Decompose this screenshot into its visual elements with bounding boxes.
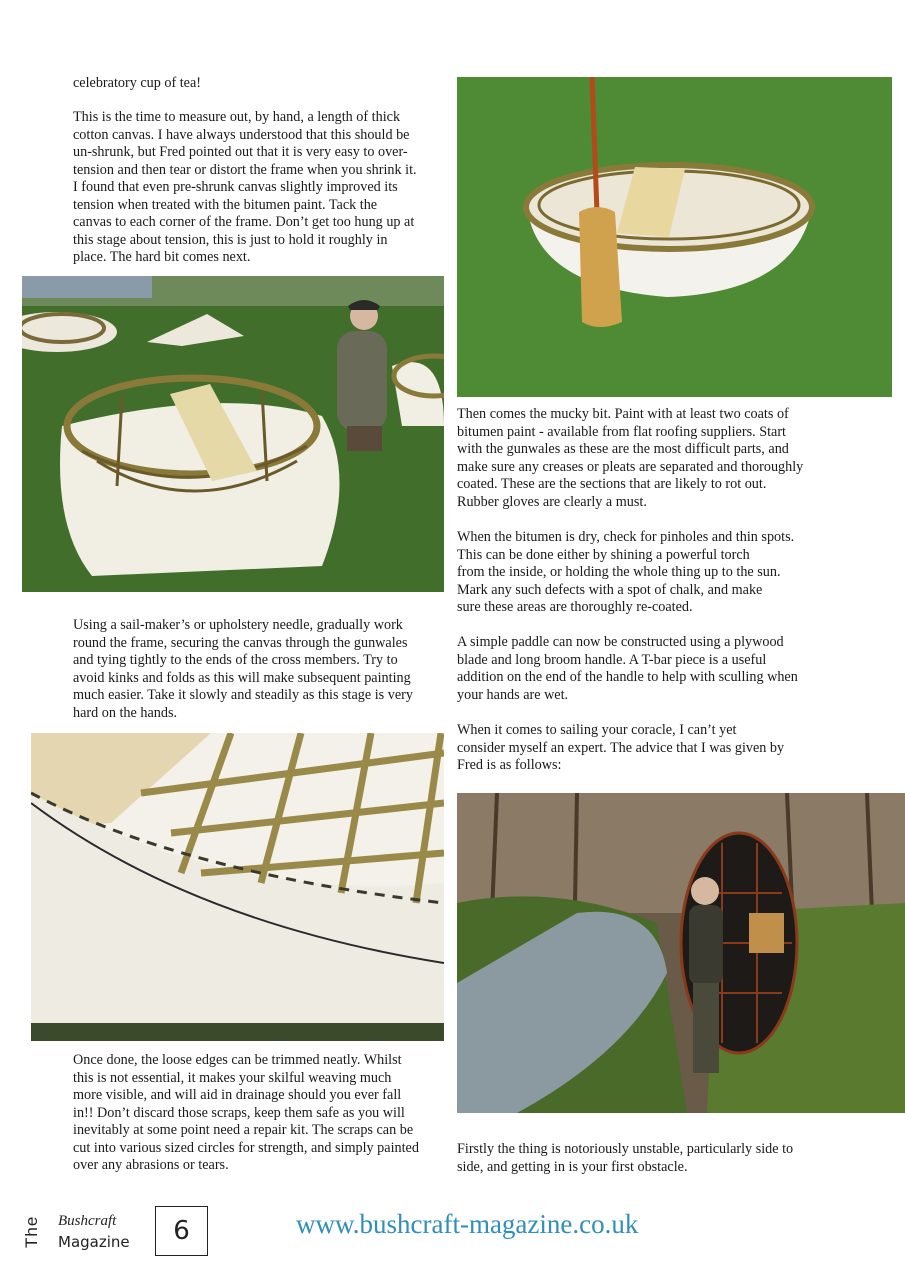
footer-brand-bushcraft: Bushcraft xyxy=(58,1213,117,1229)
footer-the-label: The xyxy=(22,1215,41,1248)
photo-carrying-coracle xyxy=(457,793,905,1113)
photo-finished-coracle xyxy=(457,77,892,397)
website-url[interactable]: www.bushcraft-magazine.co.uk xyxy=(296,1209,639,1239)
mucky-bit-paragraph: Then comes the mucky bit. Paint with at least two coats of bitumen paint - available from flat roofing suppliers. Start with the gunwales as these are the most difficult parts, and make sure any creases or pleats are separated and thoroughly coated. These are the sections that are likely to rot out. Rubber gloves are clearly a must. xyxy=(457,406,804,510)
photo-tacking-canvas xyxy=(22,276,444,592)
bitumen-dry-paragraph: When the bitumen is dry, check for pinholes and thin spots. This can be done either by shining a powerful torch from the inside, or holding the whole thing up to the sun. Mark any such defects with a spot of chalk, and make sure these areas are thoroughly re-coated. xyxy=(457,529,795,615)
page-number: 6 xyxy=(155,1206,208,1256)
sailing-paragraph: When it comes to sailing your coracle, I can’t yet consider myself an expert. The advice that I was given by Fred is as follows: xyxy=(457,722,785,773)
photo-stitching-closeup xyxy=(31,733,444,1041)
trim-edges-paragraph: Once done, the loose edges can be trimmed neatly. Whilst this is not essential, it makes your skilful weaving much more visible, and will aid in drainage should you ever fall in!! Don’t discard those scraps, keep them safe as you will inevitably at some point need a repair kit. The scraps can be cut into various sized circles for strength, and simply painted over any abrasions or tears. xyxy=(73,1052,419,1173)
footer-brand-magazine: Magazine xyxy=(58,1233,130,1251)
intro-end-text: celebratory cup of tea! xyxy=(73,75,202,91)
paddle-paragraph: A simple paddle can now be constructed using a plywood blade and long broom handle. A T-bar piece is a useful addition on the end of the handle to help with sculling when your hands are wet. xyxy=(457,634,798,703)
measure-canvas-paragraph: This is the time to measure out, by hand, a length of thick cotton canvas. I have always understood that this should be un-shrunk, but Fred pointed out that it is very easy to over- tension and then tear or distort the frame when you shrink it. I found that even pre-shrunk canvas slightly improved its tension when treated with the bitumen paint. Tack the canvas to each corner of the frame. Don’t get too hung up at this stage about tension, this is just to hold it roughly in place. The hard bit comes next. xyxy=(73,109,417,265)
unstable-paragraph: Firstly the thing is notoriously unstable, particularly side to side, and getting in is your first obstacle. xyxy=(457,1141,794,1175)
needle-paragraph: Using a sail-maker’s or upholstery needle, gradually work round the frame, securing the canvas through the gunwales and tying tightly to the ends of the cross members. Try to avoid kinks and folds as this will make subsequent painting much easier. Take it slowly and steadily as this stage is very hard on the hands. xyxy=(73,617,413,721)
